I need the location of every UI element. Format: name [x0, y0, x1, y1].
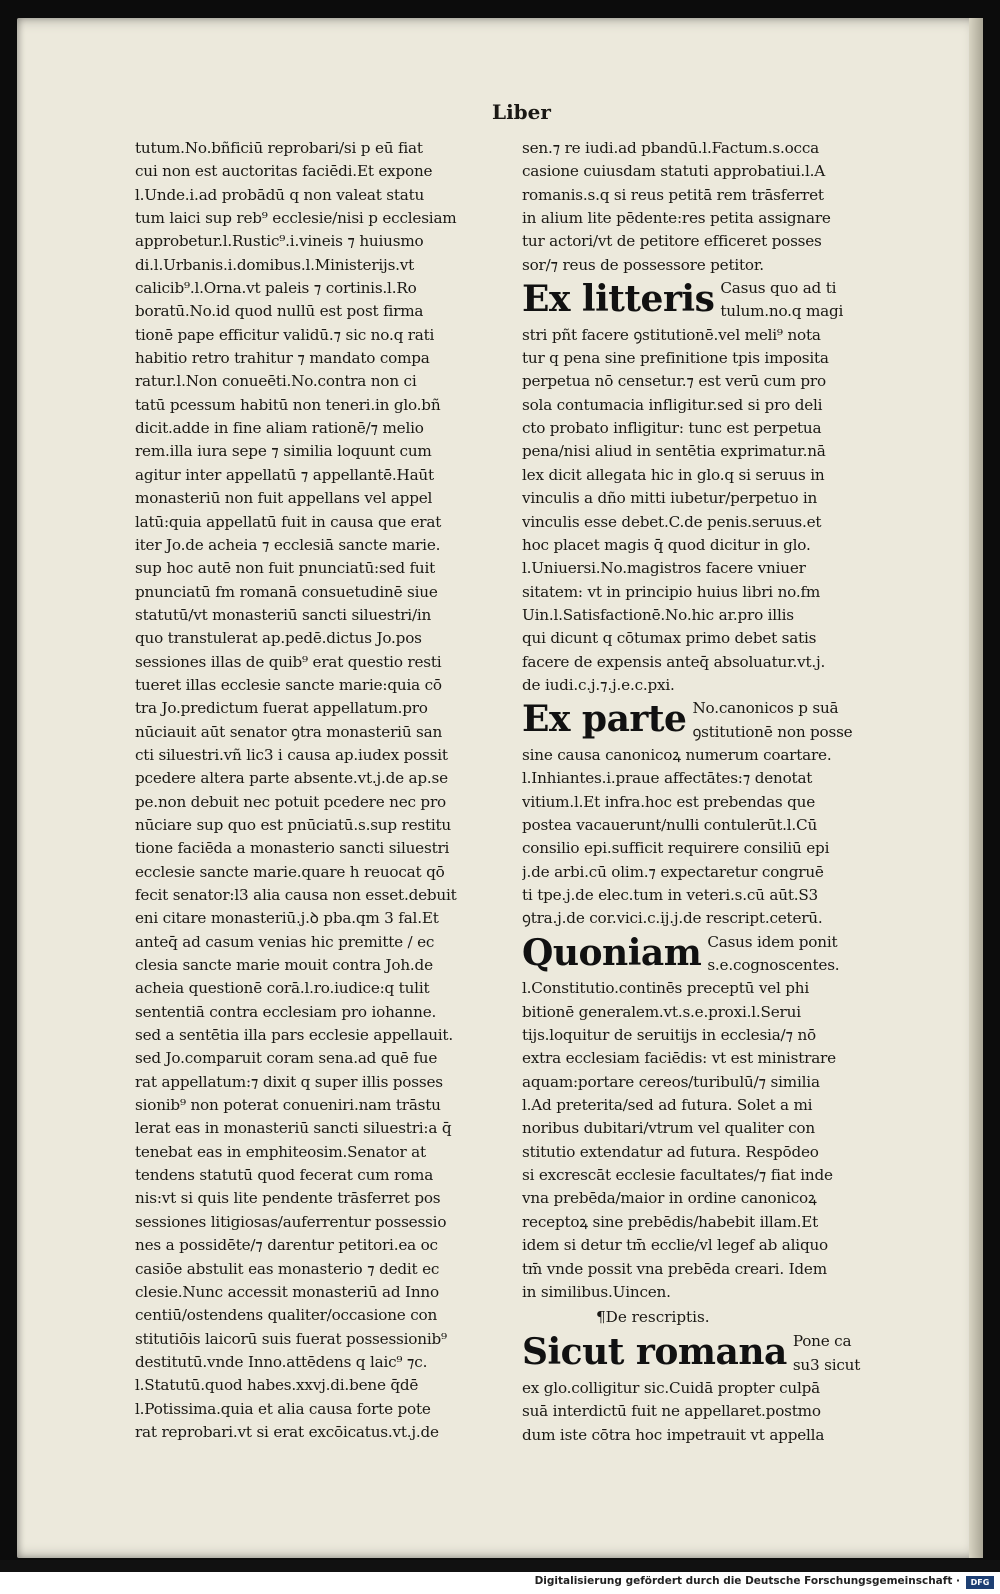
rubric-ex-litteris: Ex litteris [522, 278, 715, 321]
text-line: perpetua nō censetur.⁊ est verū cum pro [522, 372, 826, 391]
text-line: eni citare monasteriū.j.ꝺ pba.qm 3 fal.Et [135, 909, 439, 928]
text-line: clesia sancte marie mouit contra Joh.de [135, 956, 433, 975]
text-line: vinculis esse debet.C.de penis.seruus.et [522, 512, 822, 531]
text-line: aquam:portare cereos/turibulū/⁊ similia [522, 1072, 820, 1091]
text-line: sine causa canonicoꝝ numerum coartare. [522, 745, 832, 764]
rubric-sicut-romana: Sicut romana [522, 1331, 787, 1374]
rubric-side-text [793, 1330, 882, 1377]
text-line: tione faciēda a monasterio sancti siluestri [135, 839, 450, 858]
text-line: pena/nisi aliud in sentētia exprimatur.nā [522, 442, 826, 461]
text-line: si excrescāt ecclesie facultates/⁊ fiat inde [522, 1166, 833, 1185]
text-line: hoc placet magis q̄ quod dicitur in glo. [522, 535, 811, 554]
text-line: No.canonicos p suā [692, 699, 839, 718]
text-line: postea vacauerunt/nulli contulerūt.l.Cū [522, 815, 818, 834]
text-line: tutum.No.bñficiū reprobari/si p eū fiat [135, 139, 423, 157]
text-line: Uin.l.Satisfactionē.No.hic ar.pro illis [522, 605, 794, 624]
text-line: vinculis a dño mitti iubetur/perpetuo in [522, 489, 818, 508]
text-line: dum iste cōtra hoc impetrauit vt appella [522, 1425, 825, 1444]
text-line: tijs.loquitur de seruitijs in ecclesia/⁊ nō [522, 1026, 816, 1045]
text-line: ti tpe.j.de elec.tum in veteri.s.cū aūt.S3 [522, 886, 819, 904]
text-line: receptoꝝ sine prebēdis/habebit illam.Et [522, 1212, 819, 1231]
text-line: casiōe abstulit eas monasterio ⁊ dedit ec [135, 1259, 440, 1278]
running-head: Liber [492, 100, 551, 124]
text-line: tionē pape efficitur validū.⁊ sic no.q rati [135, 325, 435, 344]
text-line: statutū/vt monasteriū sancti siluestri/in [135, 605, 432, 624]
text-line: centiū/ostendens qualiter/occasione con [135, 1306, 438, 1325]
text-line: sen.⁊ re iudi.ad pbandū.l.Factum.s.occa [522, 139, 820, 157]
text-line: anteq̄ ad casum venias hic premitte / ec [135, 932, 435, 951]
text-line: casione cuiusdam statuti approbatiui.l.A [522, 162, 826, 181]
text-line: l.Constitutio.continēs preceptū vel phi [522, 979, 810, 998]
text-line: ratur.l.Non conueēti.No.contra non ci [135, 372, 417, 391]
text-line: sententiā contra ecclesiam pro iohanne. [135, 1002, 437, 1021]
text-line: idem si detur tm̄ ecclie/vl legef ab aliquo [522, 1236, 828, 1255]
text-line: pnunciatū fm romanā consuetudinē siue [135, 582, 438, 601]
text-line: l.Potissima.quia et alia causa forte pote [135, 1399, 431, 1418]
text-line: calicib⁹.l.Orna.vt paleis ⁊ cortinis.l.Ro [135, 279, 417, 298]
text-line: tueret illas ecclesie sancte marie:quia cō [135, 675, 442, 694]
text-line: sessiones litigiosas/auferrentur possessio [135, 1212, 447, 1231]
text-line: l.Statutū.quod habes.xxvj.di.bene q̄dē [135, 1376, 419, 1395]
text-line: tenebat eas in emphiteosim.Senator at [135, 1142, 426, 1161]
text-line: rat appellatum:⁊ dixit q super illis posses [135, 1072, 443, 1091]
text-line: nūciare sup quo est pnūciatū.s.sup restitu [135, 815, 452, 834]
text-line: Casus quo ad ti [720, 279, 837, 298]
text-line: acheia questionē corā.l.ro.iudice:q tulit [135, 979, 430, 998]
section-title-de-rescriptis: ¶De rescriptis. [596, 1308, 710, 1327]
text-line: sup hoc autē non fuit pnunciatū:sed fuit [135, 559, 436, 578]
text-line: extra ecclesiam faciēdis: vt est ministrare [522, 1049, 836, 1068]
text-line: stri pñt facere ꝯstitutionē.vel meli⁹ nota [522, 325, 821, 344]
text-line: noribus dubitari/vtrum vel qualiter con [522, 1119, 815, 1138]
text-line: nūciauit aūt senator ꝯtra monasteriū san [135, 722, 443, 741]
section-ex-parte-body [522, 744, 882, 931]
section-sicut-romana-body [522, 1377, 882, 1447]
text-line: in similibus.Uincen. [522, 1282, 671, 1301]
rubric-side-text [707, 931, 882, 978]
text-line: Pone ca [792, 1332, 852, 1351]
text-line: l.Ad preterita/sed ad futura. Solet a mi [522, 1096, 813, 1115]
text-line: ex glo.colligitur sic.Cuidā propter culpā [522, 1378, 821, 1397]
text-line: ꝯtra.j.de cor.vici.c.ij.j.de rescript.ceterū. [522, 909, 823, 928]
text-line: stitutiōis laicorū suis fuerat possessionib⁹ [135, 1329, 447, 1348]
section-quoniam-body [522, 977, 882, 1304]
text-line: cto probato infligitur: tunc est perpetua [522, 419, 822, 438]
section-ex-litteris [522, 277, 882, 324]
text-line: pcedere altera parte absente.vt.j.de ap.se [135, 769, 448, 788]
page-edge [969, 18, 983, 1558]
text-line: habitio retro trahitur ⁊ mandato compa [135, 349, 430, 368]
text-line: lerat eas in monasteriū sancti siluestri:a q̄ [135, 1119, 452, 1138]
text-line: sitatem: vt in principio huius libri no.fm [522, 582, 821, 601]
text-line: dicit.adde in fine aliam rationē/⁊ melio [135, 419, 424, 438]
right-text-column [522, 137, 882, 1447]
right-intro-block [522, 137, 882, 277]
rubric-ex-parte: Ex parte [522, 698, 687, 741]
text-line: tur q pena sine prefinitione tpis imposita [522, 349, 829, 368]
text-line: tm̄ vnde possit vna prebēda creari. Idem [522, 1259, 827, 1278]
text-line: ecclesie sancte marie.quare h reuocat qō [135, 862, 445, 881]
text-line: sionib⁹ non poterat conueniri.nam trāstu [135, 1096, 441, 1115]
text-line: sor/⁊ reus de possessore petitor. [522, 255, 764, 274]
text-line: l.Inhiantes.i.praue affectātes:⁊ denotat [522, 769, 813, 788]
text-line: sola contumacia infligitur.sed si pro deli [522, 395, 823, 414]
text-line: clesie.Nunc accessit monasteriū ad Inno [135, 1282, 439, 1301]
dfg-logo: DFG [966, 1576, 994, 1589]
rubric-side-text [692, 697, 882, 744]
text-line: facere de expensis anteq̄ absoluatur.vt.j. [522, 652, 826, 671]
text-line: quo transtulerat ap.pedē.dictus Jo.pos [135, 629, 422, 648]
text-line: tendens statutū quod fecerat cum roma [135, 1166, 434, 1185]
text-line: iter Jo.de acheia ⁊ ecclesiā sancte marie. [135, 535, 441, 554]
section-sicut-romana [522, 1330, 882, 1377]
text-line: suā interdictū fuit ne appellaret.postmo [522, 1402, 821, 1421]
text-line: bitionē generalem.vt.s.e.proxi.l.Serui [522, 1002, 801, 1021]
text-line: nes a possidēte/⁊ darentur petitori.ea oc [135, 1236, 438, 1255]
footer-bar [0, 1572, 1000, 1594]
section-ex-litteris-body [522, 324, 882, 698]
text-line: tra Jo.predictum fuerat appellatum.pro [135, 699, 428, 718]
funding-credit: Digitalisierung gefördert durch die Deutsche Forschungsgemeinschaft · [534, 1575, 960, 1587]
text-line: l.Uniuersi.No.magistros facere vniuer [522, 559, 806, 578]
text-line: latū:quia appellatū fuit in causa que erat [135, 512, 442, 531]
text-line: vitium.l.Et infra.hoc est prebendas que [522, 792, 816, 811]
text-line: pe.non debuit nec potuit pcedere nec pro [135, 792, 446, 811]
text-line: fecit senator:l3 alia causa non esset.debuit [135, 886, 457, 904]
text-line: vna prebēda/maior in ordine canonicoꝝ [522, 1189, 817, 1208]
left-text-column [135, 137, 483, 1444]
text-line: j.de arbi.cū olim.⁊ expectaretur congruē [522, 862, 824, 881]
text-line: romanis.s.q si reus petitā rem trāsferret [522, 185, 824, 204]
text-line: su3 sicut [792, 1355, 861, 1374]
text-line: tatū pcessum habitū non teneri.in glo.bñ [135, 395, 441, 414]
text-line: ꝯstitutionē non posse [692, 722, 853, 741]
text-line: stitutio extendatur ad futura. Respōdeo [522, 1142, 819, 1161]
text-line: di.l.Urbanis.i.domibus.l.Ministerijs.vt [135, 255, 415, 274]
text-line: agitur inter appellatū ⁊ appellantē.Haūt [135, 465, 434, 484]
text-line: tum laici sup reb⁹ ecclesie/nisi p ecclesiam [135, 209, 457, 228]
text-line: sed Jo.comparuit coram sena.ad quē fue [135, 1049, 438, 1068]
text-line: s.e.cognoscentes. [707, 956, 840, 975]
rubric-quoniam: Quoniam [522, 931, 702, 974]
section-ex-parte [522, 697, 882, 744]
rubric-side-text [720, 277, 882, 324]
text-line: l.Unde.i.ad probādū q non valeat statu [135, 185, 425, 204]
text-line: in alium lite pēdente:res petita assignare [522, 209, 831, 228]
text-line: cui non est auctoritas faciēdi.Et expone [135, 162, 433, 181]
text-line: qui dicunt q cōtumax primo debet satis [522, 629, 817, 648]
text-line: boratū.No.id quod nullū est post firma [135, 302, 424, 321]
text-line: lex dicit allegata hic in glo.q si seruus in [522, 465, 825, 484]
text-line: de iudi.c.j.⁊.j.e.c.pxi. [522, 675, 675, 694]
text-line: approbetur.l.Rustic⁹.i.vineis ⁊ huiusmo [135, 232, 424, 251]
text-line: destitutū.vnde Inno.attēdens q laic⁹ ⁊c. [135, 1352, 428, 1371]
section-quoniam [522, 931, 882, 978]
text-line: consilio epi.sufficit requirere consiliū epi [522, 839, 830, 858]
text-line: rem.illa iura sepe ⁊ similia loquunt cum [135, 442, 432, 461]
text-line: Casus idem ponit [707, 932, 838, 951]
text-line: cti siluestri.vñ lic3 i causa ap.iudex possit [135, 745, 448, 764]
text-line: tur actori/vt de petitore efficeret posses [522, 232, 822, 251]
text-line: rat reprobari.vt si erat excōicatus.vt.j.de [135, 1422, 439, 1441]
text-line: tulum.no.q magi [720, 302, 844, 321]
text-line: sessiones illas de quib⁹ erat questio resti [135, 652, 442, 671]
text-line: sed a sentētia illa pars ecclesie appellauit. [135, 1026, 453, 1045]
text-line: monasteriū non fuit appellans vel appel [135, 489, 433, 508]
text-line: nis:vt si quis lite pendente trāsferret pos [135, 1189, 441, 1208]
